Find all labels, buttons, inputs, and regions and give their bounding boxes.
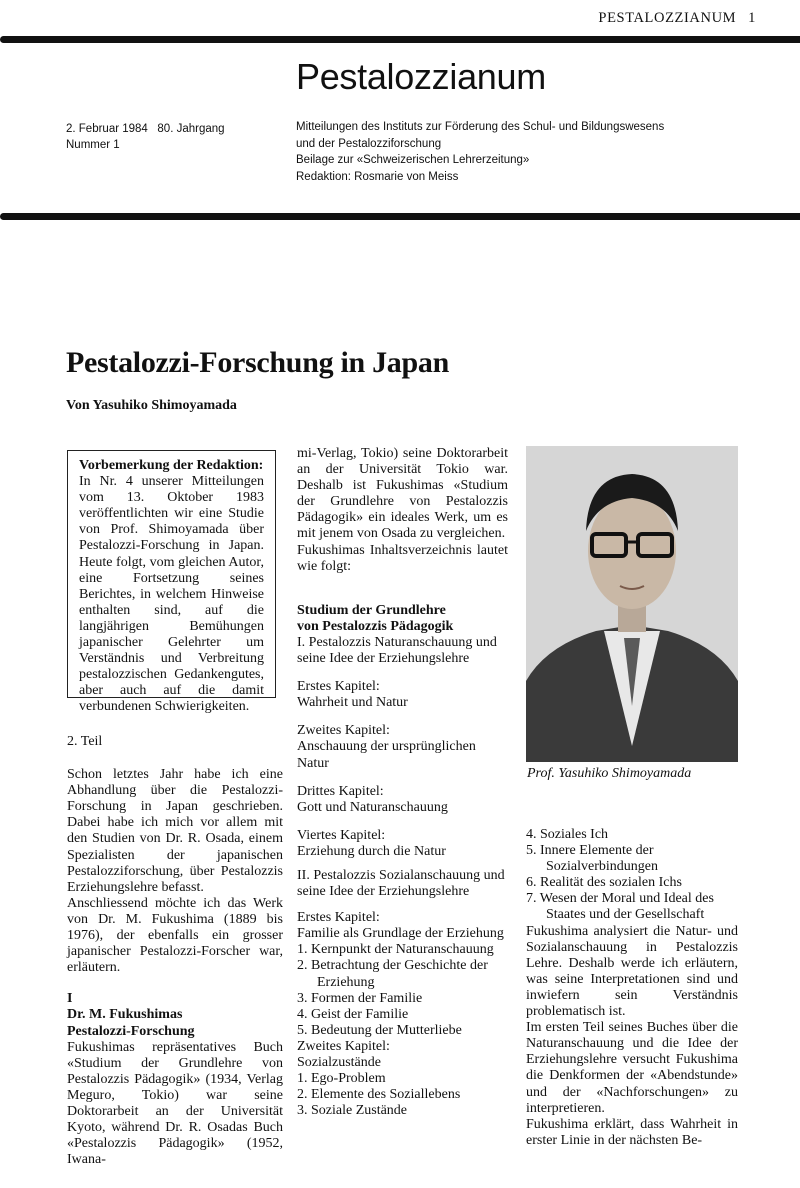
intro-paragraph: Schon letztes Jahr habe ich eine Abhandlung über die Pestalozzi-Forschung in Japan geschrieben. Dabei habe ich mich vor allem mit den Studien von Dr. R. Osada, einem Spezialisten der japanischen Pestalozziforschung, über Pestalozzis Erziehungslehre befasst.: [67, 767, 283, 895]
toc-title: Studium der Grundlehre: [297, 602, 446, 618]
toc-chapter-title: Erziehung durch die Natur: [297, 843, 446, 859]
toc-chapter-title: Wahrheit und Natur: [297, 695, 408, 711]
toc-item: 6. Realität des sozialen Ichs: [526, 875, 682, 891]
section-paragraph: Fukushimas repräsentatives Buch «Studium der Grundlehre von Pestalozzis Pädagogik» (1934, Verlag Meguro, Tokio) war seine Doktorarbeit an der Universität Kyoto, während Dr. R. Osadas Buch «Pestalozzis Pädagogik» (1952, Iwana-: [67, 1039, 283, 1168]
column-1: [67, 734, 283, 1168]
author-photo: [526, 446, 738, 762]
page-number: 1: [748, 10, 756, 26]
toc-chapter-title: Familie als Grundlage der Erziehung: [297, 926, 504, 942]
toc-item: 4. Geist der Familie: [297, 1006, 409, 1022]
toc-item: 5. Innere Elemente der Sozialverbindungen: [526, 843, 658, 875]
issue-info: [66, 121, 225, 153]
publisher-info: [296, 119, 664, 185]
toc-part: II. Pestalozzis Sozialanschauung und seine Idee der Erziehungslehre: [297, 867, 505, 900]
toc-item: 3. Formen der Familie: [297, 990, 423, 1006]
toc-chapter-title: Gott und Naturanschauung: [297, 799, 448, 815]
byline: Von Yasuhiko Shimoyamada: [66, 398, 237, 413]
toc-item: 1. Ego-Problem: [297, 1071, 386, 1087]
publisher-line: Redaktion: Rosmarie von Meiss: [296, 170, 459, 183]
article-title: Pestalozzi-Forschung in Japan: [66, 346, 449, 379]
body-paragraph: Fukushima analysiert die Natur- und Sozialanschauung in Pestalozzis Lehre. Deshalb werde ich erläutern, was seine Interpretationen sind und inwiefern sein Verständnis problematisch ist.: [526, 923, 738, 1020]
portrait-illustration: [526, 446, 738, 762]
publisher-line: und der Pestalozziforschung: [296, 137, 442, 150]
intro-paragraph: Anschliessend möchte ich das Werk von Dr. M. Fukushima (1889 bis 1976), der ebenfalls ein grosser japanischer Pestalozzi-Forscher war, erläutern.: [67, 895, 283, 976]
toc-item: 1. Kernpunkt der Naturanschauung: [297, 942, 494, 958]
bottom-rule: [0, 213, 800, 220]
toc-chapter-label: Zweites Kapitel:: [297, 1038, 390, 1054]
toc-item: 5. Bedeutung der Mutterliebe: [297, 1022, 462, 1038]
editor-note-box: [67, 450, 276, 715]
photo-caption: Prof. Yasuhiko Shimoyamada: [527, 766, 692, 781]
body-paragraph: Fukushima erklärt, dass Wahrheit in erster Linie in der nächsten Be-: [526, 1116, 738, 1148]
toc-items: [297, 942, 508, 1039]
toc-title: von Pestalozzis Pädagogik: [297, 618, 454, 634]
toc-item: 3. Soziale Zustände: [297, 1103, 408, 1119]
publisher-line: Mitteilungen des Instituts zur Förderung des Schul- und Bildungswesens: [296, 121, 665, 133]
running-header-title: PESTALOZZIANUM: [598, 10, 737, 26]
toc-chapter-label: Viertes Kapitel:: [297, 827, 386, 843]
body-paragraph: mi-Verlag, Tokio) seine Doktorarbeit an der Universität Tokio war. Deshalb ist Fukushimas «Studium der Grundlehre von Pestalozzis Pädagogik» ein ideales Werk, um es mit jenem von Osada zu vergleichen.: [297, 446, 508, 542]
toc-item: 2. Elemente des Soziallebens: [297, 1087, 461, 1103]
toc-chapter-label: Erstes Kapitel:: [297, 910, 380, 926]
issue-number: Nummer 1: [66, 139, 120, 151]
running-header: [598, 10, 756, 27]
toc-item: 2. Betrachtung der Geschichte der Erziehung: [297, 958, 488, 990]
body-paragraph: Fukushimas Inhaltsverzeichnis lautet wie folgt:: [297, 542, 508, 574]
masthead-title: Pestalozzianum: [296, 56, 546, 97]
section-number: I: [67, 991, 73, 1007]
body-paragraph: Im ersten Teil seines Buches über die Naturanschauung und die Idee der Erziehungslehre versucht Fukushima die Denkformen der «Abendstunde» und der «Nachforschungen» zu interpretieren.: [526, 1020, 738, 1116]
toc-item: 4. Soziales Ich: [526, 827, 609, 842]
toc-items: [297, 1071, 508, 1119]
top-rule: [0, 36, 800, 43]
section-title: Dr. M. Fukushimas: [67, 1007, 183, 1023]
column-2: [297, 446, 508, 1119]
toc-item: 7. Wesen der Moral und Ideal des Staates und der Gesellschaft: [526, 891, 714, 923]
toc-chapter-label: Zweites Kapitel:: [297, 723, 390, 739]
toc-chapter-title: Anschauung der ursprünglichen Natur: [297, 739, 476, 771]
toc-chapter-label: Drittes Kapitel:: [297, 783, 384, 799]
editor-note-heading: Vorbemerkung der Redaktion:: [79, 458, 264, 473]
toc-chapter-label: Erstes Kapitel:: [297, 679, 380, 695]
toc-items-continued: [526, 827, 738, 924]
publisher-line: Beilage zur «Schweizerischen Lehrerzeitung»: [296, 154, 530, 166]
editor-note-text: In Nr. 4 unserer Mitteilungen vom 13. Oktober 1983 veröffentlichten wir eine Studie von Prof. Shimoyamada über Pestalozzi-Forschung in Japan. Heute folgt, vom gleichen Autor, eine Fortsetzung seines Berichtes, in welchem Hinweise enthalten sind, auf die langjährigen Bemühungen japanischer Gelehrter um Verständnis und Verbreitung pestalozzischen Gedankengutes, aber auch auf die damit verbundenen Schwierigkeiten.: [79, 474, 264, 715]
toc-part: I. Pestalozzis Naturanschauung und seine Idee der Erziehungslehre: [297, 634, 497, 667]
issue-date-volume: 2. Februar 1984 80. Jahrgang: [66, 123, 225, 135]
part-label: 2. Teil: [67, 734, 103, 749]
section-title: Pestalozzi-Forschung: [67, 1023, 195, 1039]
toc-chapter-title: Sozialzustände: [297, 1055, 381, 1070]
column-3: [526, 827, 738, 1149]
